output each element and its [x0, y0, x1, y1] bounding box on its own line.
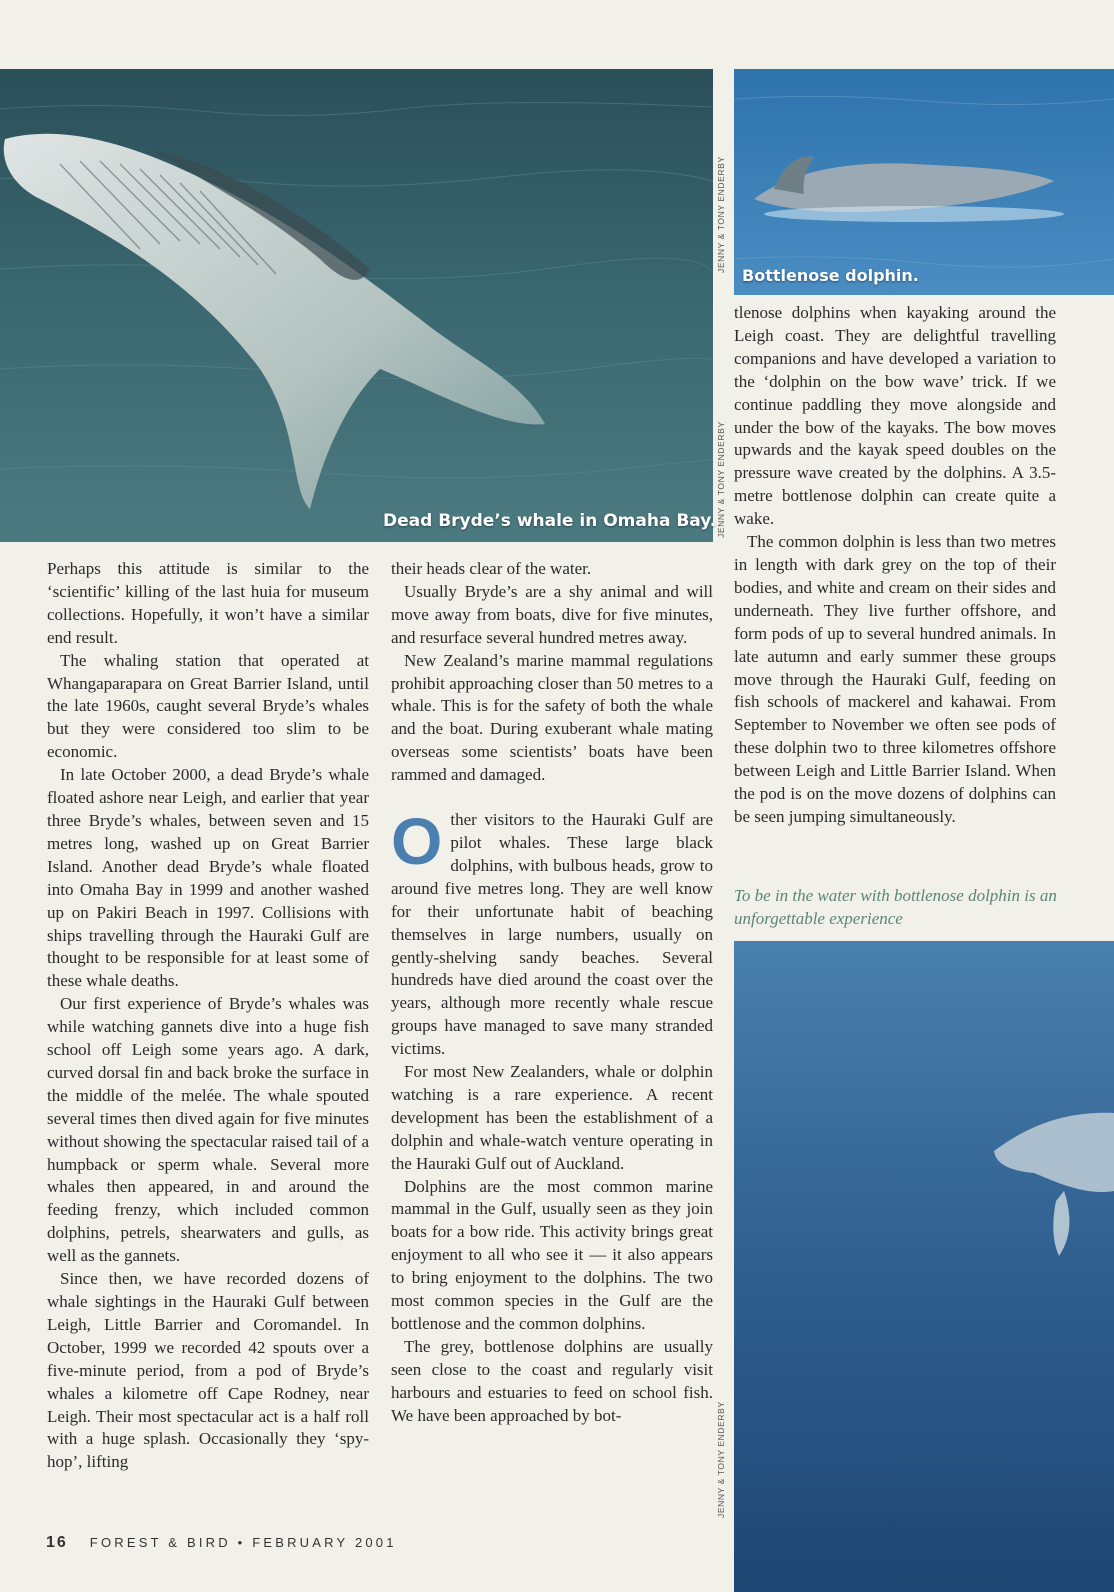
body-column-2 — [391, 558, 713, 1428]
underwater-dolphin-credit: JENNY & TONY ENDERBY — [716, 1401, 726, 1518]
paragraph: Usually Bryde’s are a shy animal and will move away from boats, dive for five minutes, and resurface several hundred metres away. — [391, 581, 713, 647]
paragraph: Perhaps this attitude is similar to the ‘scientific’ killing of the last huia for museum collections. Hopefully, it won’t have a similar end result. — [47, 559, 369, 647]
pull-quote: To be in the water with bottlenose dolphin is an unforgettable experience — [734, 886, 1057, 928]
paragraph: In late October 2000, a dead Bryde’s whale floated ashore near Leigh, and earlier that year three Bryde’s whales, between seven and 15 metres long, washed up on Great Barrier Island. Another dead Bryde’s whale floated into Omaha Bay in 1999 and another washed up on Pakiri Beach in 1997. Collisions with ships travelling through the Hauraki Gulf are thought to be responsible for at least some of these whale deaths. — [47, 765, 369, 991]
whale-photo-credit: JENNY & TONY ENDERBY — [716, 421, 726, 538]
paragraph: New Zealand’s marine mammal regulations prohibit approaching closer than 50 metres to a whale. This is for the safety of both the whale and the boat. During exuberant whale mating overseas some scientists’ boats have been rammed and damaged. — [391, 650, 713, 785]
dropcap-paragraph — [391, 804, 713, 1061]
publication-line: FOREST & BIRD • FEBRUARY 2001 — [89, 1535, 397, 1550]
paragraph: tlenose dolphins when kayaking around the Leigh coast. They are delightful travelling companions and have developed a variation to the ‘dolphin on the bow wave’ trick. If we continue paddling they move alongside and under the bow of the kayaks. The bow moves upwards and the kayak speed doubles on the pressure wave created by the dolphins. A 3.5-metre bottlenose dolphin can create quite a wake. — [734, 303, 1056, 529]
underwater-dolphin-photo — [734, 941, 1114, 1592]
page-number: 16 — [46, 1534, 68, 1551]
paragraph: Since then, we have recorded dozens of whale sightings in the Hauraki Gulf between Leigh, Little Barrier and Coromandel. In October, 1999 we recorded 42 spouts over a five-minute period, from a pod of Bryde’s whales a kilometre off Cape Rodney, near Leigh. Their most spectacular act is a half roll with a huge splash. Occasionally they ‘spy-hop’, lifting — [47, 1269, 369, 1472]
bottlenose-dolphin-credit: JENNY & TONY ENDERBY — [716, 156, 726, 273]
paragraph: For most New Zealanders, whale or dolphin watching is a rare experience. A recent development has been the establishment of a dolphin and whale-watch venture operating in the Hauraki Gulf out of Auckland. — [391, 1062, 713, 1173]
body-column-3 — [734, 302, 1056, 829]
paragraph: The common dolphin is less than two metres in length with dark grey on the top of their bodies, and white and cream on their sides and underneath. They live further offshore, and form pods of up to several hundred animals. In late autumn and early summer these groups move through the Hauraki Gulf, feeding on fish schools of mackerel and kahawai. From September to November we often see pods of these dolphin two to three kilometres offshore between Leigh and Little Barrier Island. When the pod is on the move dozens of dolphins can be seen jumping simultaneously. — [734, 532, 1056, 826]
body-column-1 — [47, 558, 369, 1474]
bottlenose-dolphin-caption: Bottlenose dolphin. — [742, 266, 919, 285]
paragraph: their heads clear of the water. — [391, 559, 592, 578]
page-footer — [46, 1534, 397, 1552]
paragraph: The grey, bottlenose dolphins are usually seen close to the coast and regularly visit harbours and estuaries to feed on school fish. We have been approached by bot- — [391, 1336, 713, 1425]
bottlenose-dolphin-photo — [734, 69, 1114, 295]
paragraph: Dolphins are the most common marine mammal in the Gulf, usually seen as they join boats for a bow ride. This activity brings great enjoyment to all who see it — it also appears to bring enjoyment to the dolphins. The two most common species in the Gulf are the bottlenose and the common dolphins. — [391, 1176, 713, 1333]
whale-photo — [0, 69, 713, 542]
dropcap-paragraph-text: ther visitors to the Hauraki Gulf are pilot whales. These large black dolphins, with bulbous heads, grow to around five metres long. They are well know for their unfortunate habit of beaching themselves in large numbers, usually on gently-shelving sandy beaches. Several hundreds have died around the coast over the years, although more recently whale rescue groups have managed to save many stranded victims. — [391, 810, 713, 1059]
paragraph: Our first experience of Bryde’s whales was while watching gannets dive into a huge fish school off Leigh some years ago. A dark, curved dorsal fin and back broke the surface in the middle of the melée. The whale spouted several times then dived again for five minutes without showing the spectacular raised tail of a humpback or sperm whale. Several more whales then appeared, in and around the feeding frenzy, which included common dolphins, petrels, shearwaters and gulls, as well as the gannets. — [47, 994, 369, 1266]
drop-cap: O — [391, 804, 443, 879]
whale-photo-caption: Dead Bryde’s whale in Omaha Bay. — [383, 511, 717, 531]
paragraph: The whaling station that operated at Whangaparapara on Great Barrier Island, until the late 1960s, caught several Bryde’s whales but they were considered too slim to be economic. — [47, 650, 369, 762]
